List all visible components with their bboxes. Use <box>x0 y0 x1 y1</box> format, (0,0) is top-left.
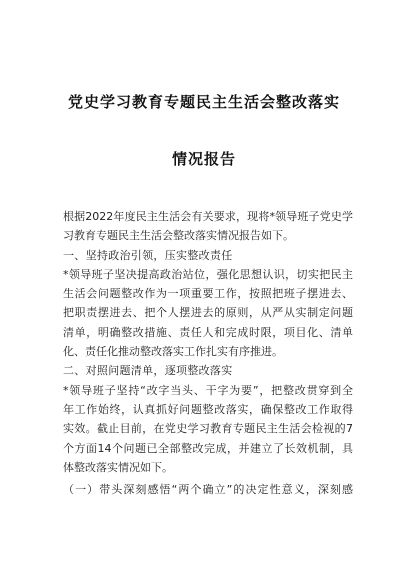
section-heading: 一、坚持政治引领，压实整改责任 <box>63 248 233 262</box>
body-line: 生活会问题整改作为一项重要工作，按照把班子摆进去、 <box>63 287 353 301</box>
body-line: 化、责任化推动整改落实工作扎实有序推进。 <box>63 345 283 359</box>
body-line: 清单，明确整改措施、责任人和完成时限，项目化、清单 <box>63 325 353 339</box>
body-line: 把职责摆进去、把个人摆进去的原则，从严从实制定问题 <box>63 306 353 320</box>
body-line: *领导班子坚持“改字当头、干字为要”，把整改贯穿到全 <box>63 383 353 397</box>
section-heading: 二、对照问题清单，逐项整改落实 <box>63 364 233 378</box>
body-line: 根据2022年度民主生活会有关要求，现将*领导班子党史学 <box>63 210 353 223</box>
body-line: 习教育专题民主生活会整改落实情况报告如下。 <box>63 229 294 243</box>
document-title-line-1: 党史学习教育专题民主生活会整改落实 <box>67 93 340 111</box>
body-line: 实效。截止目前，在党史学习教育专题民主生活会检视的7 <box>63 422 353 436</box>
document-body <box>63 207 353 499</box>
body-line: *领导班子坚决提高政治站位，强化思想认识，切实把民主 <box>63 267 353 281</box>
body-line: 体整改落实情况如下。 <box>63 460 173 474</box>
body-line: 年工作始终，认真抓好问题整改落实，确保整改工作取得 <box>63 402 353 416</box>
document-title-line-2: 情况报告 <box>171 150 236 168</box>
body-line: 个方面14个问题已全部整改完成，并建立了长效机制，具 <box>63 441 353 455</box>
subsection-heading: （一）带头深刻感悟“两个确立”的决定性意义，深刻感 <box>63 483 353 497</box>
